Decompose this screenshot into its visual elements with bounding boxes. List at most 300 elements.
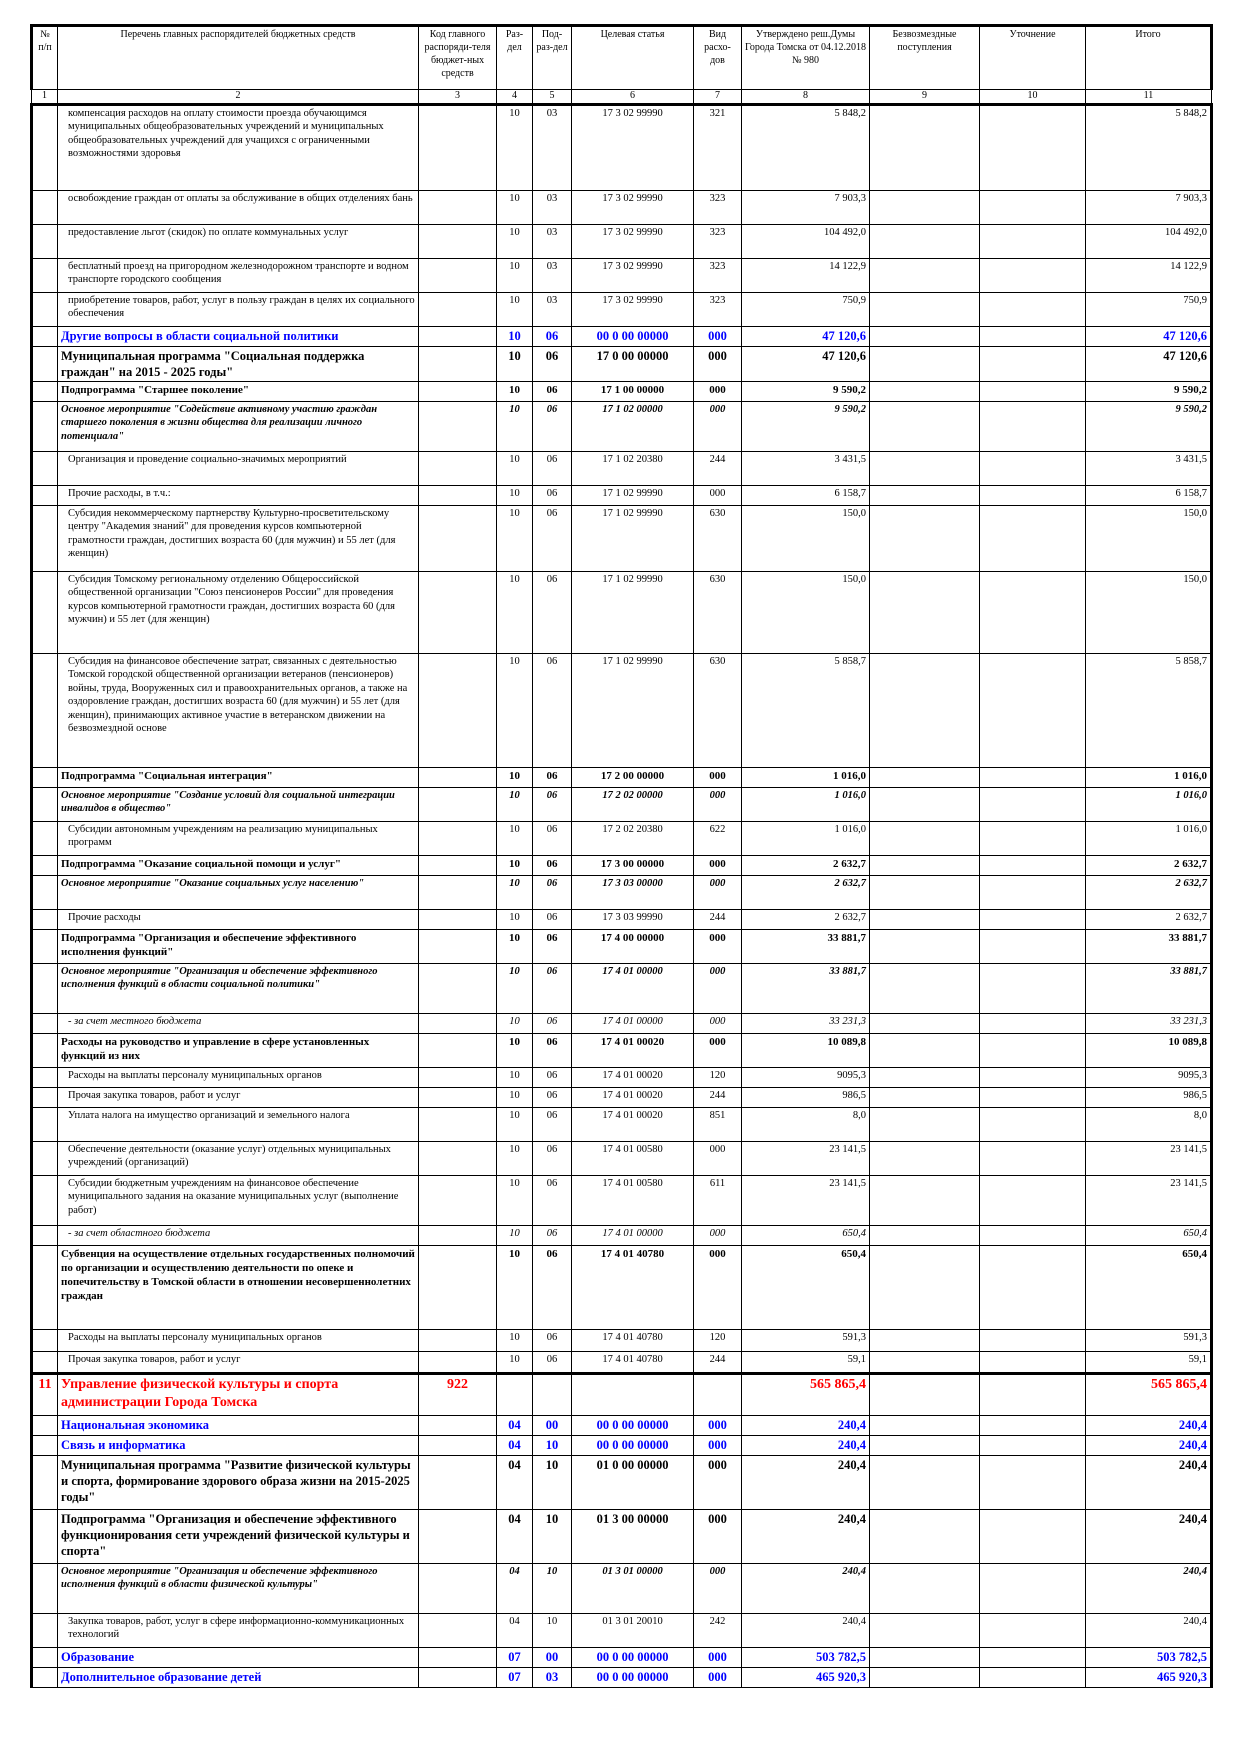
adjustment-amount (980, 1087, 1086, 1107)
row-number (32, 292, 58, 326)
target-item-code: 17 2 00 00000 (572, 767, 694, 787)
adjustment-amount (980, 190, 1086, 224)
target-item-code: 01 3 00 00000 (572, 1509, 694, 1563)
approved-amount: 23 141,5 (742, 1175, 870, 1225)
row-number (32, 1013, 58, 1033)
table-header (32, 26, 1212, 105)
approved-amount: 240,4 (742, 1415, 870, 1435)
row-name: Подпрограмма "Организация и обеспечение эффективного функционирования сети учреждений физической культуры и спорта" (58, 1509, 419, 1563)
adjustment-amount (980, 104, 1086, 190)
subsection-code: 00 (533, 1415, 572, 1435)
section-code: 10 (497, 485, 533, 505)
row-name: бесплатный проезд на пригородном железнодорожном транспорте и водном транспорте городского сообщения (58, 258, 419, 292)
section-code: 10 (497, 929, 533, 963)
table-row (32, 1613, 1212, 1647)
row-name: Управление физической культуры и спорта администрации Города Томска (58, 1373, 419, 1415)
subsection-code: 06 (533, 909, 572, 929)
total-amount: 33 881,7 (1086, 963, 1212, 1013)
table-row (32, 1329, 1212, 1351)
column-number: 2 (58, 90, 419, 105)
row-number (32, 1329, 58, 1351)
section-code: 10 (497, 1067, 533, 1087)
approved-amount: 1 016,0 (742, 787, 870, 821)
section-code: 10 (497, 963, 533, 1013)
header-free-receipts: Безвозмездные поступления (870, 26, 980, 90)
row-number (32, 767, 58, 787)
target-item-code: 17 3 02 99990 (572, 258, 694, 292)
row-name: Национальная экономика (58, 1415, 419, 1435)
total-amount: 47 120,6 (1086, 346, 1212, 381)
distributor-code (419, 224, 497, 258)
distributor-code (419, 1033, 497, 1067)
target-item-code: 17 3 02 99990 (572, 104, 694, 190)
row-name: Прочая закупка товаров, работ и услуг (58, 1351, 419, 1373)
target-item-code: 17 2 02 00000 (572, 787, 694, 821)
expense-kind-code: 000 (694, 875, 742, 909)
distributor-code (419, 104, 497, 190)
column-number: 4 (497, 90, 533, 105)
row-number (32, 326, 58, 346)
approved-amount: 6 158,7 (742, 485, 870, 505)
free-receipts-amount (870, 1647, 980, 1667)
target-item-code: 17 3 02 99990 (572, 190, 694, 224)
total-amount: 591,3 (1086, 1329, 1212, 1351)
expense-kind-code: 630 (694, 653, 742, 767)
subsection-code: 03 (533, 190, 572, 224)
row-name: Субсидии бюджетным учреждениям на финансовое обеспечение муниципального задания на оказание муниципальных услуг (выполнение работ) (58, 1175, 419, 1225)
budget-table (30, 24, 1213, 1688)
table-row (32, 1667, 1212, 1687)
section-code: 10 (497, 767, 533, 787)
subsection-code: 03 (533, 258, 572, 292)
row-name: Связь и информатика (58, 1435, 419, 1455)
approved-amount: 750,9 (742, 292, 870, 326)
row-name: - за счет местного бюджета (58, 1013, 419, 1033)
total-amount: 1 016,0 (1086, 821, 1212, 855)
approved-amount: 2 632,7 (742, 875, 870, 909)
row-number (32, 1667, 58, 1687)
section-code: 10 (497, 1107, 533, 1141)
adjustment-amount (980, 1175, 1086, 1225)
expense-kind-code: 000 (694, 1435, 742, 1455)
row-name: Другие вопросы в области социальной политики (58, 326, 419, 346)
section-code: 10 (497, 104, 533, 190)
free-receipts-amount (870, 909, 980, 929)
subsection-code: 10 (533, 1563, 572, 1613)
target-item-code: 01 3 01 20010 (572, 1613, 694, 1647)
row-number (32, 224, 58, 258)
expense-kind-code: 000 (694, 1415, 742, 1435)
section-code: 10 (497, 1033, 533, 1067)
expense-kind-code: 000 (694, 1033, 742, 1067)
table-row (32, 1175, 1212, 1225)
row-name: Основное мероприятие "Организация и обеспечение эффективного исполнения функций в области физической культуры" (58, 1563, 419, 1613)
approved-amount: 650,4 (742, 1245, 870, 1329)
section-code: 10 (497, 1175, 533, 1225)
adjustment-amount (980, 875, 1086, 909)
distributor-code (419, 963, 497, 1013)
budget-document-page (30, 24, 1210, 1688)
row-number (32, 1351, 58, 1373)
adjustment-amount (980, 1033, 1086, 1067)
target-item-code: 17 1 02 00000 (572, 401, 694, 451)
distributor-code (419, 292, 497, 326)
total-amount: 10 089,8 (1086, 1033, 1212, 1067)
row-name: Организация и проведение социально-значимых мероприятий (58, 451, 419, 485)
approved-amount: 7 903,3 (742, 190, 870, 224)
distributor-code (419, 1415, 497, 1435)
target-item-code: 17 3 03 00000 (572, 875, 694, 909)
header-distributors: Перечень главных распорядителей бюджетных средств (58, 26, 419, 90)
subsection-code: 06 (533, 571, 572, 653)
free-receipts-amount (870, 1373, 980, 1415)
adjustment-amount (980, 1245, 1086, 1329)
row-name: Субвенция на осуществление отдельных государственных полномочий по организации и осуществлению деятельности по опеке и попечительству в Томской области в отношении несовершеннолетних граждан (58, 1245, 419, 1329)
adjustment-amount (980, 1435, 1086, 1455)
total-amount: 23 141,5 (1086, 1141, 1212, 1175)
free-receipts-amount (870, 787, 980, 821)
approved-amount: 33 881,7 (742, 963, 870, 1013)
distributor-code (419, 381, 497, 401)
target-item-code: 00 0 00 00000 (572, 1415, 694, 1435)
adjustment-amount (980, 292, 1086, 326)
free-receipts-amount (870, 381, 980, 401)
subsection-code: 06 (533, 1067, 572, 1087)
row-name: Муниципальная программа "Развитие физической культуры и спорта, формирование здорового образа жизни на 2015-2025 годы" (58, 1455, 419, 1509)
free-receipts-amount (870, 963, 980, 1013)
free-receipts-amount (870, 190, 980, 224)
row-number (32, 1033, 58, 1067)
target-item-code: 00 0 00 00000 (572, 1647, 694, 1667)
section-code (497, 1373, 533, 1415)
approved-amount: 33 881,7 (742, 929, 870, 963)
row-name: Закупка товаров, работ, услуг в сфере информационно-коммуникационных технологий (58, 1613, 419, 1647)
free-receipts-amount (870, 104, 980, 190)
free-receipts-amount (870, 1415, 980, 1435)
expense-kind-code: 000 (694, 401, 742, 451)
approved-amount: 1 016,0 (742, 767, 870, 787)
expense-kind-code: 323 (694, 292, 742, 326)
expense-kind-code: 244 (694, 451, 742, 485)
column-number: 6 (572, 90, 694, 105)
row-name: Образование (58, 1647, 419, 1667)
distributor-code (419, 451, 497, 485)
free-receipts-amount (870, 1329, 980, 1351)
approved-amount: 240,4 (742, 1455, 870, 1509)
target-item-code: 17 0 00 00000 (572, 346, 694, 381)
adjustment-amount (980, 381, 1086, 401)
row-number (32, 855, 58, 875)
row-name: предоставление льгот (скидок) по оплате коммунальных услуг (58, 224, 419, 258)
row-number (32, 909, 58, 929)
table-row (32, 1509, 1212, 1563)
adjustment-amount (980, 1067, 1086, 1087)
target-item-code: 01 0 00 00000 (572, 1455, 694, 1509)
expense-kind-code: 000 (694, 1225, 742, 1245)
free-receipts-amount (870, 1509, 980, 1563)
expense-kind-code: 000 (694, 1141, 742, 1175)
header-total: Итого (1086, 26, 1212, 90)
approved-amount: 104 492,0 (742, 224, 870, 258)
free-receipts-amount (870, 346, 980, 381)
approved-amount: 9 590,2 (742, 381, 870, 401)
distributor-code (419, 929, 497, 963)
target-item-code: 17 4 01 00000 (572, 1225, 694, 1245)
total-amount: 240,4 (1086, 1509, 1212, 1563)
section-code: 10 (497, 1329, 533, 1351)
row-name: - за счет областного бюджета (58, 1225, 419, 1245)
row-name: освобождение граждан от оплаты за обслуживание в общих отделениях бань (58, 190, 419, 224)
table-row (32, 929, 1212, 963)
row-number (32, 571, 58, 653)
section-code: 10 (497, 571, 533, 653)
row-number (32, 1415, 58, 1435)
subsection-code: 06 (533, 326, 572, 346)
subsection-code: 06 (533, 875, 572, 909)
row-name: Муниципальная программа "Социальная поддержка граждан" на 2015 - 2025 годы" (58, 346, 419, 381)
total-amount: 565 865,4 (1086, 1373, 1212, 1415)
distributor-code (419, 875, 497, 909)
adjustment-amount (980, 821, 1086, 855)
table-row (32, 909, 1212, 929)
row-number (32, 787, 58, 821)
table-row (32, 821, 1212, 855)
total-amount: 9095,3 (1086, 1067, 1212, 1087)
row-name: Основное мероприятие "Содействие активному участию граждан старшего поколения в жизни общества для реализации личного потенциала" (58, 401, 419, 451)
row-number: 11 (32, 1373, 58, 1415)
total-amount: 240,4 (1086, 1613, 1212, 1647)
distributor-code (419, 1435, 497, 1455)
header-code: Код главного распоряди-теля бюджет-ных средств (419, 26, 497, 90)
adjustment-amount (980, 963, 1086, 1013)
target-item-code: 17 3 00 00000 (572, 855, 694, 875)
row-name: Субсидии автономным учреждениям на реализацию муниципальных программ (58, 821, 419, 855)
subsection-code: 06 (533, 1351, 572, 1373)
distributor-code (419, 787, 497, 821)
distributor-code (419, 505, 497, 571)
approved-amount: 986,5 (742, 1087, 870, 1107)
free-receipts-amount (870, 224, 980, 258)
table-row (32, 1225, 1212, 1245)
free-receipts-amount (870, 1033, 980, 1067)
adjustment-amount (980, 224, 1086, 258)
table-row (32, 326, 1212, 346)
approved-amount: 465 920,3 (742, 1667, 870, 1687)
adjustment-amount (980, 1613, 1086, 1647)
header-approved: Утверждено реш.Думы Города Томска от 04.12.2018 № 980 (742, 26, 870, 90)
table-row (32, 1435, 1212, 1455)
table-row (32, 653, 1212, 767)
distributor-code (419, 909, 497, 929)
free-receipts-amount (870, 1435, 980, 1455)
free-receipts-amount (870, 1613, 980, 1647)
header-adjustment: Уточнение (980, 26, 1086, 90)
expense-kind-code: 000 (694, 346, 742, 381)
approved-amount: 2 632,7 (742, 855, 870, 875)
target-item-code: 17 4 01 40780 (572, 1245, 694, 1329)
free-receipts-amount (870, 1351, 980, 1373)
expense-kind-code: 000 (694, 767, 742, 787)
table-row (32, 875, 1212, 909)
row-name: Дополнительное образование детей (58, 1667, 419, 1687)
distributor-code (419, 258, 497, 292)
adjustment-amount (980, 346, 1086, 381)
adjustment-amount (980, 653, 1086, 767)
target-item-code: 17 2 02 20380 (572, 821, 694, 855)
table-row (32, 292, 1212, 326)
expense-kind-code: 323 (694, 258, 742, 292)
expense-kind-code: 000 (694, 381, 742, 401)
total-amount: 150,0 (1086, 505, 1212, 571)
row-name: Субсидия Томскому региональному отделению Общероссийской общественной организации "Союз пенсионеров России" для проведения курсов компьютерной грамотности граждан, достигших возраста 60 (для мужчин) и 55 лет (для женщин) (58, 571, 419, 653)
table-row (32, 571, 1212, 653)
expense-kind-code: 321 (694, 104, 742, 190)
row-name: Обеспечение деятельности (оказание услуг) отдельных муниципальных учреждений (организаций) (58, 1141, 419, 1175)
total-amount: 240,4 (1086, 1415, 1212, 1435)
table-row (32, 505, 1212, 571)
adjustment-amount (980, 1373, 1086, 1415)
column-number: 10 (980, 90, 1086, 105)
subsection-code: 03 (533, 292, 572, 326)
row-number (32, 821, 58, 855)
row-number (32, 1509, 58, 1563)
row-number (32, 401, 58, 451)
subsection-code: 06 (533, 1245, 572, 1329)
row-number (32, 1435, 58, 1455)
subsection-code: 06 (533, 381, 572, 401)
row-name: Подпрограмма "Организация и обеспечение эффективного исполнения функций" (58, 929, 419, 963)
adjustment-amount (980, 571, 1086, 653)
section-code: 10 (497, 190, 533, 224)
distributor-code (419, 346, 497, 381)
distributor-code (419, 855, 497, 875)
expense-kind-code: 244 (694, 909, 742, 929)
approved-amount: 240,4 (742, 1563, 870, 1613)
distributor-code (419, 1509, 497, 1563)
expense-kind-code: 120 (694, 1067, 742, 1087)
subsection-code: 06 (533, 1087, 572, 1107)
total-amount: 8,0 (1086, 1107, 1212, 1141)
subsection-code: 06 (533, 1225, 572, 1245)
table-row (32, 190, 1212, 224)
subsection-code (533, 1373, 572, 1415)
row-number (32, 1067, 58, 1087)
row-number (32, 190, 58, 224)
subsection-code: 06 (533, 787, 572, 821)
column-number: 1 (32, 90, 58, 105)
distributor-code (419, 1647, 497, 1667)
adjustment-amount (980, 1351, 1086, 1373)
free-receipts-amount (870, 1667, 980, 1687)
expense-kind-code: 323 (694, 190, 742, 224)
subsection-code: 06 (533, 1013, 572, 1033)
total-amount: 3 431,5 (1086, 451, 1212, 485)
section-code: 07 (497, 1667, 533, 1687)
free-receipts-amount (870, 1455, 980, 1509)
target-item-code: 17 3 02 99990 (572, 292, 694, 326)
target-item-code: 17 3 02 99990 (572, 224, 694, 258)
section-code: 04 (497, 1415, 533, 1435)
row-name: Субсидия некоммерческому партнерству Культурно-просветительскому центру "Академия знаний" для проведения курсов компьютерной грамотности граждан, достигших возраста 60 (для мужчин) и 55 лет (для женщин) (58, 505, 419, 571)
table-row (32, 1245, 1212, 1329)
target-item-code: 17 4 01 00580 (572, 1141, 694, 1175)
subsection-code: 06 (533, 505, 572, 571)
row-name: Прочая закупка товаров, работ и услуг (58, 1087, 419, 1107)
section-code: 10 (497, 855, 533, 875)
total-amount: 240,4 (1086, 1455, 1212, 1509)
expense-kind-code: 851 (694, 1107, 742, 1141)
table-row (32, 451, 1212, 485)
section-code: 10 (497, 909, 533, 929)
approved-amount: 240,4 (742, 1435, 870, 1455)
target-item-code: 17 1 00 00000 (572, 381, 694, 401)
target-item-code: 17 4 01 00020 (572, 1107, 694, 1141)
target-item-code: 00 0 00 00000 (572, 1667, 694, 1687)
subsection-code: 03 (533, 224, 572, 258)
adjustment-amount (980, 1509, 1086, 1563)
subsection-code: 06 (533, 653, 572, 767)
expense-kind-code: 000 (694, 1509, 742, 1563)
section-code: 10 (497, 1013, 533, 1033)
subsection-code: 00 (533, 1647, 572, 1667)
header-section: Раз-дел (497, 26, 533, 90)
target-item-code (572, 1373, 694, 1415)
row-number (32, 258, 58, 292)
total-amount: 33 881,7 (1086, 929, 1212, 963)
total-amount: 6 158,7 (1086, 485, 1212, 505)
expense-kind-code (694, 1373, 742, 1415)
subsection-code: 06 (533, 821, 572, 855)
expense-kind-code: 000 (694, 929, 742, 963)
total-amount: 240,4 (1086, 1435, 1212, 1455)
total-amount: 1 016,0 (1086, 767, 1212, 787)
section-code: 04 (497, 1509, 533, 1563)
total-amount: 7 903,3 (1086, 190, 1212, 224)
distributor-code (419, 1175, 497, 1225)
distributor-code (419, 1087, 497, 1107)
total-amount: 59,1 (1086, 1351, 1212, 1373)
free-receipts-amount (870, 875, 980, 909)
free-receipts-amount (870, 505, 980, 571)
target-item-code: 17 4 01 00000 (572, 963, 694, 1013)
distributor-code (419, 767, 497, 787)
total-amount: 150,0 (1086, 571, 1212, 653)
table-row (32, 1141, 1212, 1175)
total-amount: 104 492,0 (1086, 224, 1212, 258)
free-receipts-amount (870, 1225, 980, 1245)
expense-kind-code: 244 (694, 1087, 742, 1107)
approved-amount: 650,4 (742, 1225, 870, 1245)
subsection-code: 10 (533, 1435, 572, 1455)
expense-kind-code: 000 (694, 1455, 742, 1509)
approved-amount: 565 865,4 (742, 1373, 870, 1415)
row-name: Уплата налога на имущество организаций и земельного налога (58, 1107, 419, 1141)
total-amount: 33 231,3 (1086, 1013, 1212, 1033)
row-number (32, 1225, 58, 1245)
expense-kind-code: 000 (694, 1667, 742, 1687)
adjustment-amount (980, 258, 1086, 292)
row-number (32, 929, 58, 963)
row-name: Субсидия на финансовое обеспечение затрат, связанных с деятельностью Томской городской общественной организации ветеранов (пенсионеров) войны, труда, Вооруженных сил и правоохранительных органов, а также на оздоровление граждан, достигших возраста 60 (для мужчин) и 55 лет (для женщин), принимающих активное участие в ветеранском движении на безвозмездной основе (58, 653, 419, 767)
subsection-code: 03 (533, 104, 572, 190)
free-receipts-amount (870, 401, 980, 451)
adjustment-amount (980, 1329, 1086, 1351)
table-row (32, 346, 1212, 381)
total-amount: 650,4 (1086, 1225, 1212, 1245)
row-number (32, 1087, 58, 1107)
approved-amount: 150,0 (742, 505, 870, 571)
section-code: 04 (497, 1613, 533, 1647)
